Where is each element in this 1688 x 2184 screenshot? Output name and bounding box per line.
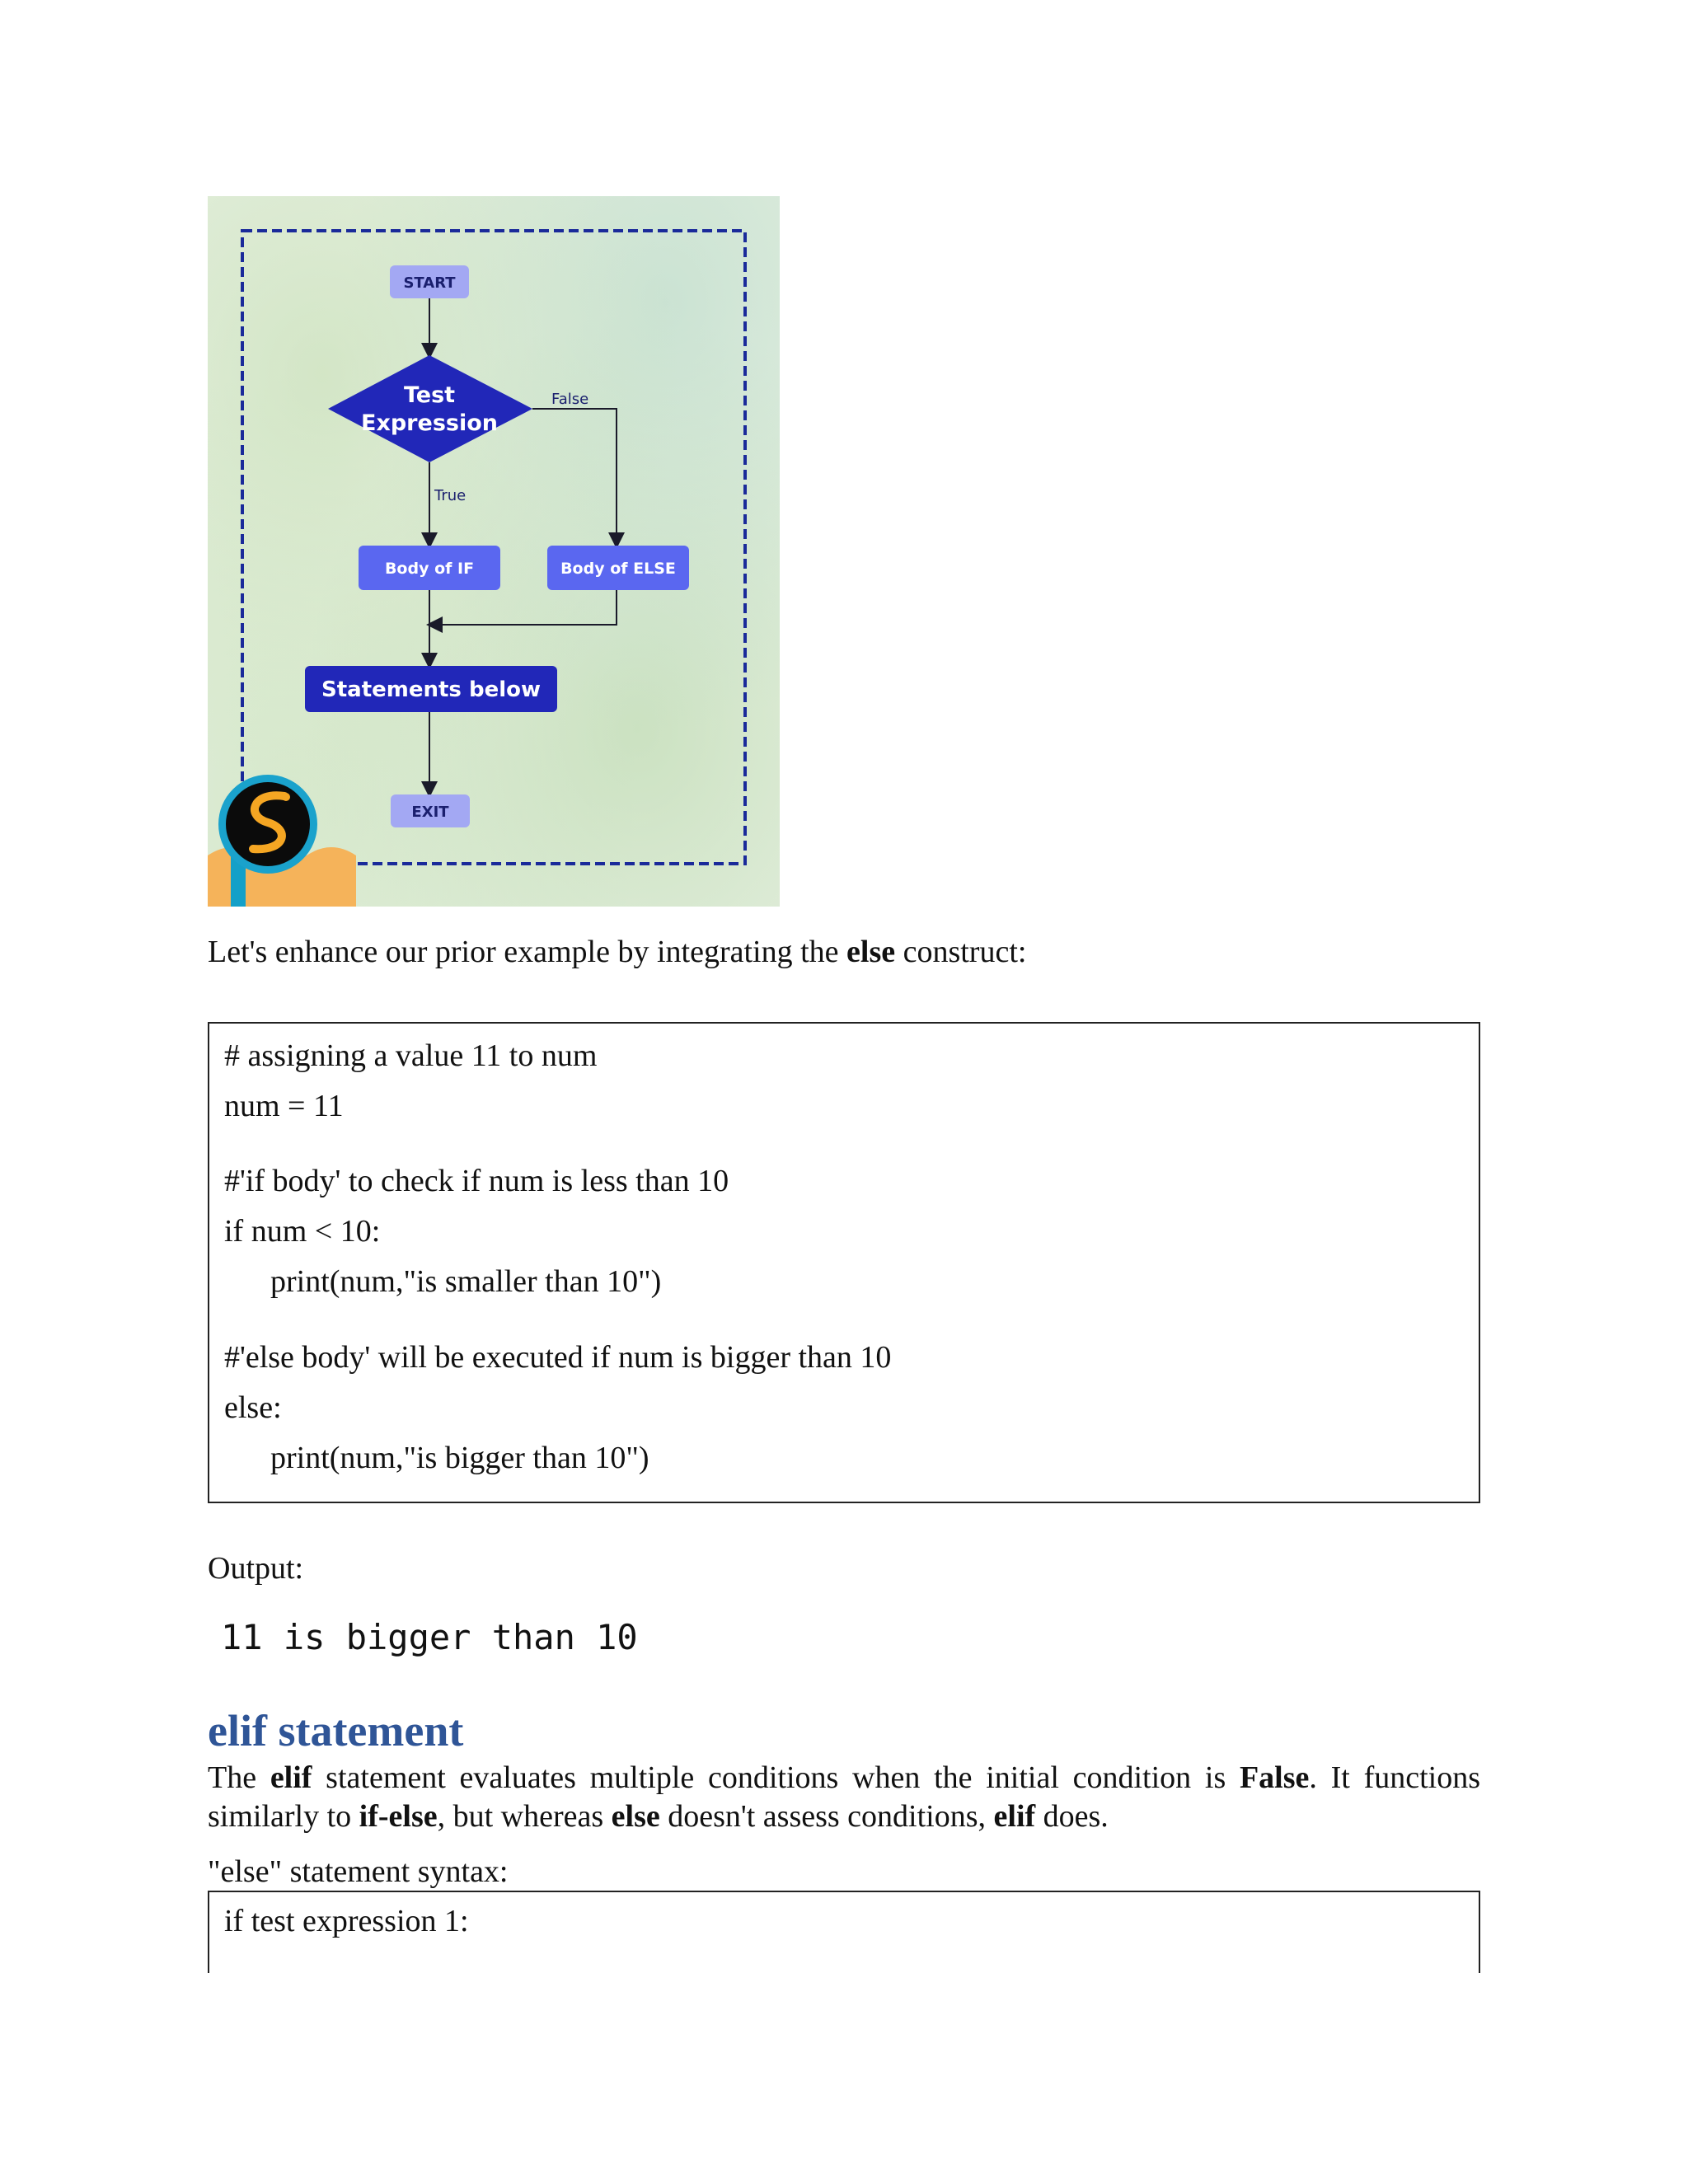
desc-text: The [208, 1760, 270, 1795]
start-label: START [403, 274, 456, 292]
code-line: #'else body' will be executed if num is bigger than 10 [224, 1340, 892, 1375]
code-example-box [208, 1022, 1480, 1503]
code-line: #'if body' to check if num is less than 10 [224, 1164, 729, 1198]
statements-label: Statements below [321, 677, 541, 702]
desc-text: does. [1035, 1799, 1109, 1834]
code-line: # assigning a value 11 to num [224, 1038, 598, 1073]
false-label: False [551, 391, 589, 408]
flowchart-diagram [208, 196, 780, 907]
code-line: if num < 10: [224, 1214, 381, 1249]
syntax-code-line: if test expression 1: [224, 1904, 469, 1938]
code-line: print(num,"is smaller than 10") [270, 1264, 662, 1299]
intro-text-after: construct: [895, 935, 1027, 969]
desc-text: doesn't assess conditions, [659, 1799, 994, 1834]
desc-text: , but whereas [437, 1799, 612, 1834]
flowchart-figure [208, 196, 780, 907]
desc-keyword: else [611, 1799, 660, 1834]
desc-text: statement evaluates multiple conditions when the initial condition is [312, 1760, 1240, 1795]
output-label: Output: [208, 1551, 304, 1586]
elif-description [208, 1759, 1480, 1836]
arrow-false-branch [532, 409, 617, 541]
desc-keyword: elif [270, 1760, 312, 1795]
elif-heading: elif statement [208, 1706, 464, 1755]
decision-node [328, 355, 532, 462]
exit-label: EXIT [411, 804, 449, 821]
syntax-label: "else" statement syntax: [208, 1854, 509, 1889]
code-line: else: [224, 1390, 282, 1425]
syntax-code-box [208, 1891, 1480, 1973]
true-label: True [434, 487, 467, 504]
decision-label-line2: Expression [361, 410, 498, 436]
output-value: 11 is bigger than 10 [221, 1617, 638, 1657]
intro-text-before: Let's enhance our prior example by integrating the [208, 935, 847, 969]
intro-keyword-else: else [846, 935, 896, 969]
decision-label-line1: Test [403, 382, 456, 408]
desc-keyword: elif [993, 1799, 1036, 1834]
code-line: print(num,"is bigger than 10") [270, 1441, 649, 1475]
arrow-else-to-merge [434, 590, 617, 625]
python-logo-icon [208, 775, 356, 907]
desc-keyword: if-else [359, 1799, 438, 1834]
desc-keyword: False [1239, 1760, 1310, 1795]
body-else-label: Body of ELSE [560, 560, 676, 578]
body-if-label: Body of IF [384, 560, 475, 578]
code-line: num = 11 [224, 1089, 344, 1123]
intro-paragraph [208, 933, 1026, 972]
desc-text: . It functions similarly to [208, 1760, 1480, 1834]
